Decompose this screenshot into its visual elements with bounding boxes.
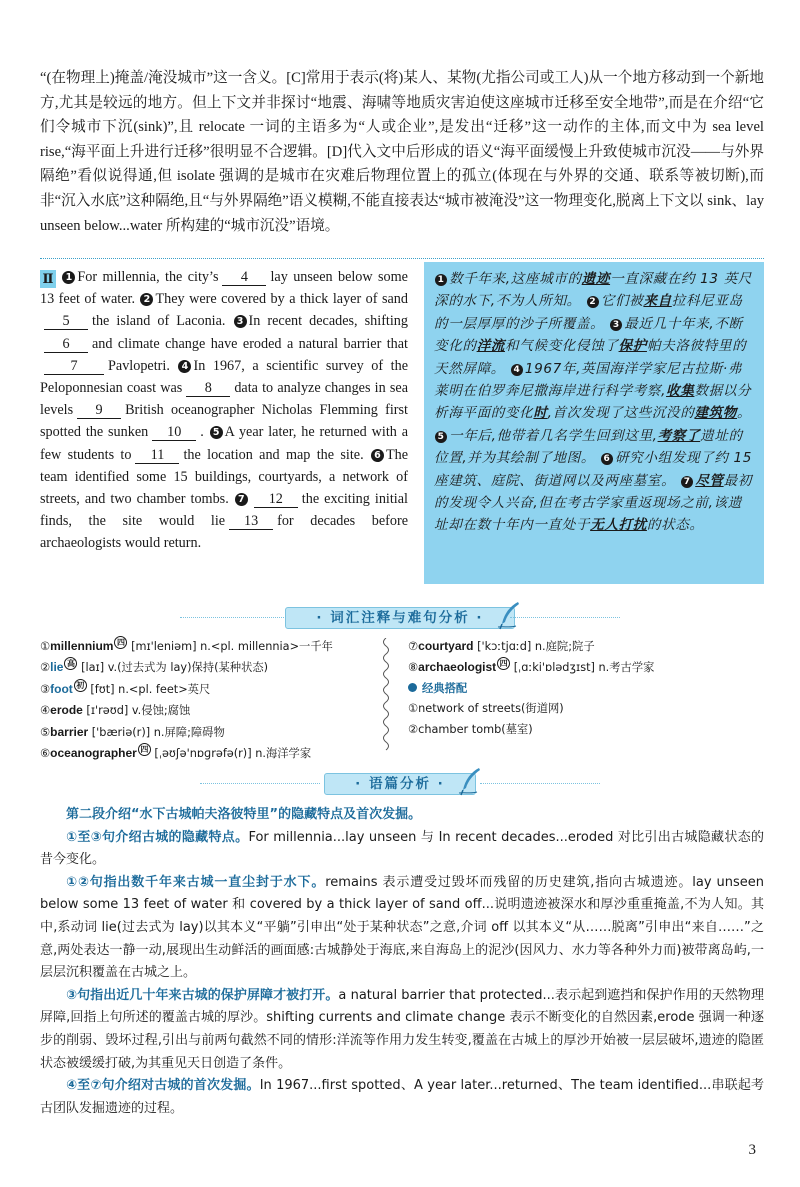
sentence-text: the location and map the site. bbox=[183, 446, 364, 463]
blank-10: 10 bbox=[152, 424, 196, 441]
vocab-item: ⑥oceanographer 四 [ˌəʊʃə'nɒɡrəfə(r)] n.海洋学家 bbox=[40, 745, 312, 761]
translation-keyword: 建筑物 bbox=[694, 405, 738, 422]
quill-pen-icon bbox=[457, 766, 483, 796]
sentence-text: For millennia, the city’s bbox=[77, 269, 219, 285]
banner-rule bbox=[510, 617, 620, 618]
sentence-number: 3 bbox=[234, 315, 247, 328]
vocab-banner bbox=[0, 607, 800, 629]
translation-text: 研究小组发现了约 15 座建筑、庭院、街道网以及两座墓室。 bbox=[434, 450, 752, 489]
vocab-item: ①millennium 四 [mɪ'leniəm] n.<pl. millennia>一千年 bbox=[40, 638, 333, 653]
discourse-analysis bbox=[40, 804, 764, 1120]
translation-keyword: 洋流 bbox=[476, 338, 505, 355]
banner-rule bbox=[480, 783, 600, 784]
sentence-number: 5 bbox=[435, 431, 447, 443]
blank-12: 12 bbox=[254, 491, 298, 508]
translation-text: 一直深藏在约 13 英尺深的水下,不为人所知。 bbox=[434, 271, 752, 310]
translation-text: 和气候变化侵蚀了 bbox=[504, 338, 619, 355]
translation-box bbox=[424, 262, 764, 584]
vocab-item: ④erode [ɪ'rəʊd] v.侵蚀;腐蚀 bbox=[40, 703, 191, 718]
blank-4: 4 bbox=[222, 269, 266, 286]
section-divider bbox=[40, 258, 764, 259]
sentence-number: 4 bbox=[511, 364, 523, 376]
blank-6: 6 bbox=[44, 336, 88, 353]
banner-rule bbox=[180, 617, 290, 618]
blank-13: 13 bbox=[229, 513, 273, 530]
analysis-banner-title bbox=[324, 773, 476, 795]
vocab-list-left bbox=[40, 636, 370, 764]
sentence-number: 1 bbox=[435, 274, 447, 286]
translation-text: 它们被 bbox=[600, 293, 644, 310]
analysis-banner bbox=[0, 773, 800, 795]
blank-8: 8 bbox=[186, 380, 230, 397]
sentence-number: 7 bbox=[681, 476, 693, 488]
vocab-item: ③foot 初 [fʊt] n.<pl. feet>英尺 bbox=[40, 680, 211, 696]
passage-section bbox=[40, 262, 764, 592]
sentence-text: . bbox=[200, 424, 204, 441]
banner-rule bbox=[200, 783, 320, 784]
sentence-number: 5 bbox=[210, 426, 223, 439]
translation-text: 的状态。 bbox=[646, 517, 704, 534]
sentence-number: 4 bbox=[178, 360, 191, 373]
vocab-item: ⑦courtyard ['kɔːtjɑːd] n.庭院;院子 bbox=[408, 639, 595, 653]
blank-5: 5 bbox=[44, 313, 88, 330]
top-paragraph: “(在物理上)掩盖/淹没城市”这一含义。[C]常用于表示(将)某人、某物(尤指公司或工人)从一个地方移动到一个新地方,尤其是较远的地方。但上下文并非探讨“地震、海啸等地质灾害迫使这座城市迁移至安全地带”,而是在介绍“它们令城市下沉(sink)”,且 relocate 一词的主语多为“人或企业”,是发出“迁移”这一动作的主体,而文中为 sea level rise,“海平面上升进行迁移”很明显不合逻辑。[D]代入文中后形成的语义“海平面缓慢上升致使城市沉没——与外界隔绝”看似说得通,但 isolate 强调的是城市在灾难后物理位置上的孤立(体现在与外界的交通、联系等被切断),而非“沉入水底”这种隔绝,且“与外界隔绝”语义模糊,不能直接表达“城市被淹没”这一物理变化,脱离上下文以 sink、lay unseen below...water 所构建的“城市沉没”语境。 bbox=[40, 70, 764, 234]
collocation-item: ①network of streets(街道网) bbox=[408, 702, 564, 716]
translation-text: 最近几十年来,不断变化的 bbox=[434, 315, 743, 355]
analysis-point: ①②句指出数千年来古城一直尘封于水下。remains 表示遭受过毁坏而残留的历史建筑,指向古城遗迹。lay unseen below some 13 feet of water 和 covered by a thick layer of sand off...说明遗迹被深水和厚沙重重掩盖,不为人知。其中,系动词 lie(过去式为 lay)以其本义“平躺”引申出“处于某种状态”之意,介词 off 以其本义“从……脱离”引申出“来自……”之意,两处表达一静一动,展现出生动鲜活的画面感:古城静处于海底,来自海岛上的泥沙(因风力、水力等各种外力而)被带离岛屿,一层层沉积覆盖在古城之上。 bbox=[40, 874, 765, 981]
sentence-text: the exciting initial finds, the site would lie bbox=[40, 491, 408, 530]
sentence-text: In recent decades, shifting bbox=[248, 313, 408, 330]
sentence-text: Pavlopetri. bbox=[108, 357, 170, 374]
sentence-number: 6 bbox=[371, 449, 384, 462]
sentence-text: lay unseen below some 13 feet of water. bbox=[40, 269, 408, 308]
translation-text: 数千年来,这座城市的 bbox=[449, 271, 582, 287]
sentence-number: 1 bbox=[62, 271, 75, 284]
quill-pen-icon bbox=[496, 600, 522, 630]
sentence-number: 7 bbox=[235, 493, 248, 506]
translation-keyword: 保护 bbox=[618, 338, 647, 355]
analysis-point: ①至③句介绍古城的隐藏特点。For millennia...lay unseen 与 In recent decades...eroded 对比引出古城隐藏状态的昔今变化。 bbox=[40, 829, 765, 868]
analysis-point: ④至⑦句介绍对古城的首次发掘。In 1967...first spotted、A year later...returned、The team identified...串联起考古团队发掘遗迹的过程。 bbox=[40, 1078, 765, 1116]
sentence-text: In 1967, a scientific survey of the Peloponnesian coast was bbox=[40, 357, 409, 397]
sentence-number: 2 bbox=[140, 293, 153, 306]
translation-keyword: 遗迹 bbox=[581, 271, 611, 287]
translation-text: 帕夫洛彼特里的天然屏障。 bbox=[434, 338, 747, 377]
translation-keyword: 尽管 bbox=[695, 472, 724, 489]
sentence-number: 6 bbox=[601, 453, 613, 465]
blank-9: 9 bbox=[77, 402, 121, 419]
section-marker: Ⅱ bbox=[40, 270, 56, 288]
translation-keyword: 收集 bbox=[666, 383, 695, 400]
collocation-heading: 经典搭配 bbox=[408, 679, 764, 699]
translation-keyword: 时 bbox=[533, 405, 548, 422]
blank-11: 11 bbox=[135, 447, 179, 464]
translation-text: 拉科尼亚岛的一层厚厚的沙子所覆盖。 bbox=[434, 293, 743, 332]
analysis-banner-text: · 语篇分析 · bbox=[355, 776, 445, 792]
translation-text: 1967年,英国海洋学家尼古拉斯·弗莱明在伯罗奔尼撒海岸进行科学考察, bbox=[434, 360, 743, 400]
sentence-number: 3 bbox=[610, 319, 622, 331]
analysis-intro: 第二段介绍“水下古城帕夫洛彼特里”的隐藏特点及首次发掘。 bbox=[66, 807, 422, 822]
sentence-text: British oceanographer Nicholas Flemming first spotted the sunken bbox=[40, 402, 408, 441]
sentence-text: data to analyze changes in sea levels bbox=[40, 380, 408, 419]
blank-7: 7 bbox=[44, 358, 104, 375]
collocation-item: ②chamber tomb(墓室) bbox=[408, 722, 533, 736]
sentence-text: and climate change have eroded a natural barrier that bbox=[92, 335, 408, 352]
sentence-text: for decades before archaeologists would return. bbox=[40, 513, 409, 552]
translation-text: 最初的发现令人兴奋,但在考古学家重返现场之前,该遗址却在数十年内一直处于 bbox=[434, 472, 752, 534]
vocab-banner-text: · 词汇注释与难句分析 · bbox=[316, 610, 484, 626]
english-passage bbox=[40, 266, 408, 555]
sentence-text: A year later, he returned with a few students to bbox=[40, 424, 409, 463]
translation-keyword: 无人打扰 bbox=[590, 517, 647, 534]
analysis-point: ③句指出近几十年来古城的保护屏障才被打开。a natural barrier that protected...表示起到遮挡和保护作用的天然物理屏障,回指上句所述的覆盖古城的厚沙。shifting currents and climate change 表示不断变化的自然因素,erode 强调一种逐步的削弱、毁坏过程,引出与前两句截然不同的情形:洋流等作用力发生转变,覆盖在古城上的厚沙开始被一层层破坏,遗迹的隐匿状态被缓缓打破,为其重见天日创造了条件。 bbox=[40, 987, 765, 1071]
translation-text: 数据以分析海平面的变化 bbox=[434, 383, 752, 422]
translation-text: 遗址的位置,并为其绘制了地图。 bbox=[434, 427, 743, 467]
sentence-text: They were covered by a thick layer of sand bbox=[155, 291, 408, 308]
wavy-divider bbox=[380, 638, 392, 754]
translation-text: 一年后,他带着几名学生回到这里, bbox=[449, 427, 658, 444]
bullet-dot-icon bbox=[408, 683, 417, 692]
vocab-item: ⑧archaeologist 四 [ˌɑːki'ɒlədʒɪst] n.考古学家 bbox=[408, 659, 655, 675]
vocabulary-section bbox=[40, 636, 764, 761]
translation-keyword: 来自 bbox=[643, 293, 672, 310]
sentence-number: 2 bbox=[587, 296, 599, 308]
translation-text: ,首次发现了这些沉没的 bbox=[547, 405, 695, 422]
vocab-banner-title bbox=[285, 607, 514, 629]
page-number: 3 bbox=[748, 1142, 756, 1158]
vocab-list-right bbox=[408, 636, 764, 740]
vocab-item: ②lie 高 [laɪ] v.(过去式为 lay)保持(某种状态) bbox=[40, 659, 269, 675]
sentence-text: the island of Laconia. bbox=[92, 313, 226, 330]
translation-text: 。 bbox=[737, 405, 752, 422]
vocab-item: ⑤barrier ['bæriə(r)] n.屏障;障碍物 bbox=[40, 724, 225, 739]
sentence-text: The team identified some 15 buildings, courtyards, a network of streets, and two chamber tombs. bbox=[40, 446, 409, 508]
translation-keyword: 考察了 bbox=[657, 427, 701, 444]
